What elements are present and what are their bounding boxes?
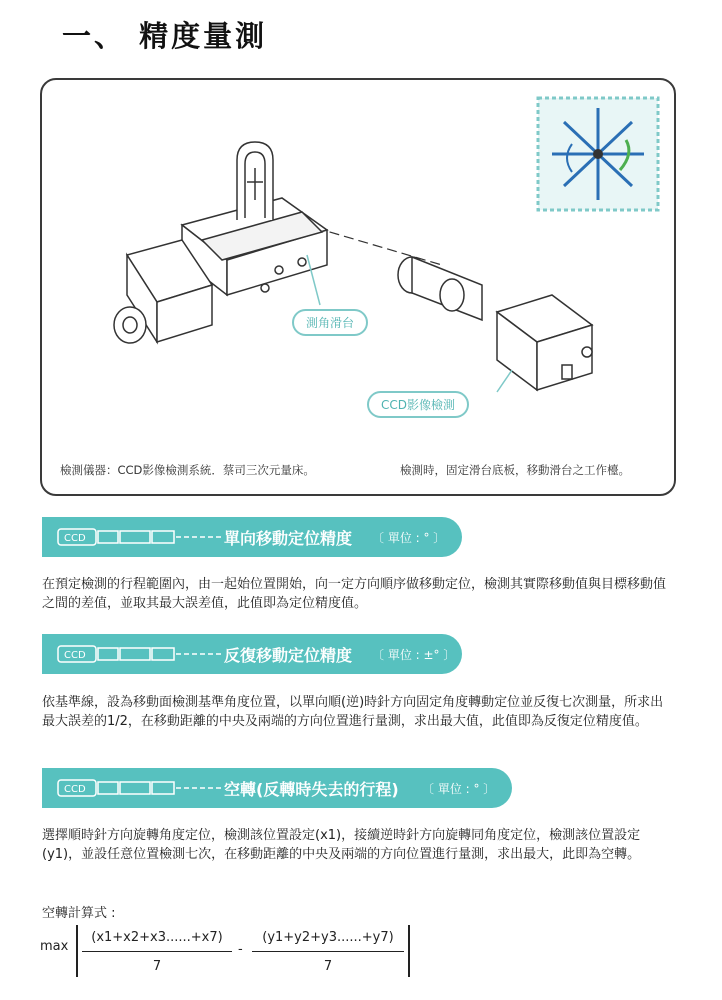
page-title: 一、 精度量測 (62, 19, 268, 53)
section-body-unidirectional: 在預定檢測的行程範圍內，由一起始位置開始，向一定方向順序做移動定位，檢測其實際移動值與目標移動值之間的差值，並取其最大誤差值，此值即為定位精度值。 (42, 577, 667, 611)
ccd-camera-icon (56, 642, 226, 666)
section-unit: 〔 單位 : ° 〕 (422, 782, 496, 796)
section-title: 反復移動定位精度 (224, 646, 353, 665)
formula-max: max (40, 939, 69, 954)
ccd-icon-text: CCD (64, 650, 86, 661)
section-body-repeatability: 依基準線，設為移動面檢測基準角度位置，以單向順(逆)時針方向固定角度轉動定位並反復七次測量，所求出最大誤差的1/2，在移動距離的中央及兩端的方向位置進行量測，求出最大值，此值即為反復定位精度值。 (42, 695, 664, 729)
figure-panel (40, 78, 676, 496)
ccd-camera-drawing (398, 257, 592, 390)
fraction-line-y (252, 951, 404, 952)
section-header-repeatability (42, 634, 462, 674)
section-title: 空轉(反轉時失去的行程) (224, 780, 399, 799)
section-unit: 〔 單位 : ° 〕 (372, 531, 446, 545)
caption-left: 檢測儀器：CCD影像檢測系統．蔡司三次元量床。 (60, 463, 315, 477)
apparatus-illustration (42, 80, 678, 498)
abs-bar-right (408, 925, 410, 977)
section-unit: 〔 單位 : ±° 〕 (372, 648, 456, 662)
abs-bar-left (76, 925, 78, 977)
numerator-y: (y1+y2+y3......+y7) (262, 930, 394, 945)
ccd-camera-icon (56, 525, 226, 549)
axis-stamp-icon (538, 98, 658, 210)
ccd-icon-text: CCD (64, 533, 86, 544)
ccd-icon-text: CCD (64, 784, 86, 795)
caption-right: 檢測時，固定滑台底板，移動滑台之工作檯。 (400, 463, 630, 477)
section-header-backlash (42, 768, 512, 808)
section-body-backlash: 選擇順時針方向旋轉角度定位，檢測該位置設定(x1)，接續逆時針方向旋轉同角度定位，檢測該位置設定(y1)，並設任意位置檢測七次，在移動距離的中央及兩端的方向位置進行量測，求出最大，此即為空轉。 (42, 828, 641, 862)
ccd-detection-label: CCD影像檢測 (367, 391, 469, 418)
slide-table-label: 測角滑台 (292, 309, 368, 336)
fraction-line-x (82, 951, 232, 952)
numerator-x: (x1+x2+x3......+x7) (91, 930, 223, 945)
formula-minus: - (238, 942, 243, 957)
section-title: 單向移動定位精度 (224, 529, 353, 548)
section-header-unidirectional (42, 517, 462, 557)
denominator-x: 7 (152, 959, 162, 974)
denominator-y: 7 (323, 959, 333, 974)
formula-label: 空轉計算式 : (42, 906, 116, 921)
ccd-camera-icon (56, 776, 226, 800)
